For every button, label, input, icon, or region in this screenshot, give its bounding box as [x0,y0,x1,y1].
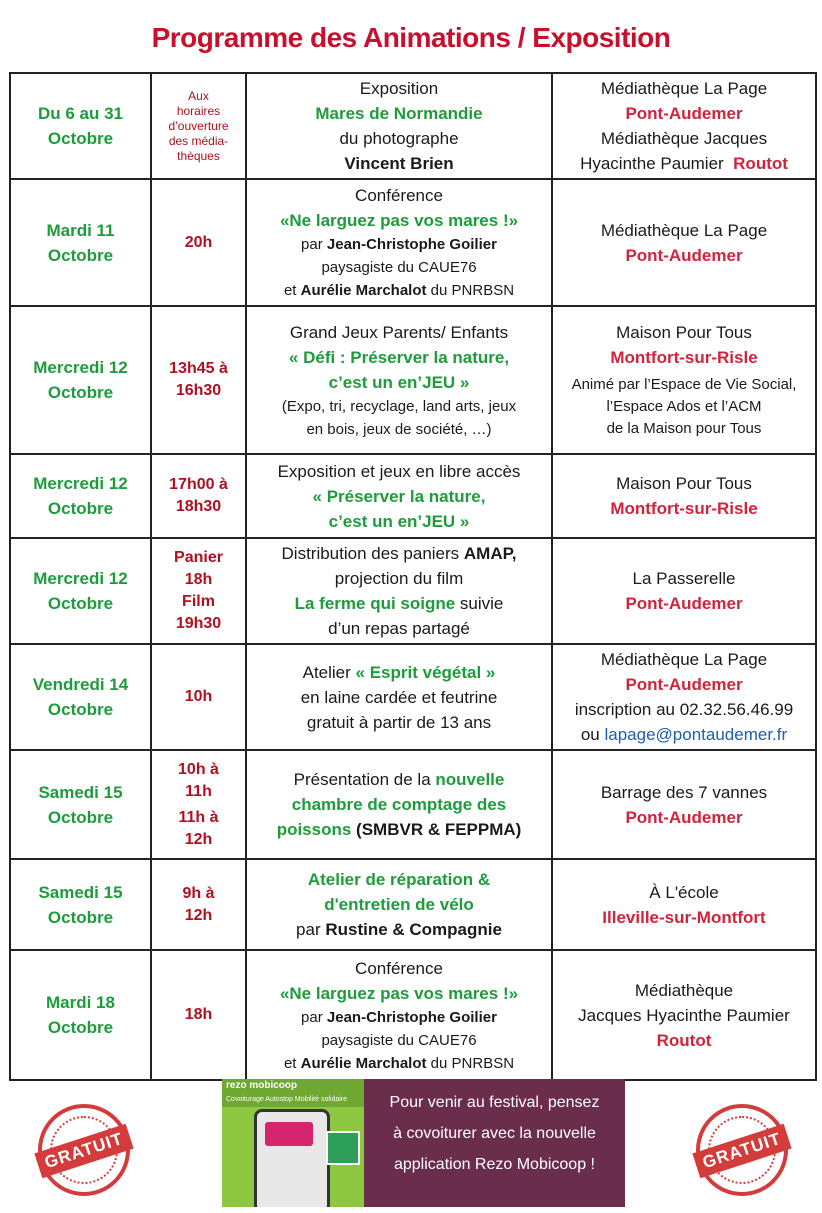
event-cell [246,644,552,750]
date-text: Mardi 18 [46,993,115,1012]
hour-text: d’ouverture [168,118,229,133]
date-text: Samedi 15 [38,882,123,902]
place-town: Pont-Audemer [625,807,743,827]
place-name: À L'école [649,882,719,902]
place-town: Pont-Audemer [625,104,743,123]
place-name: Médiathèque La Page [600,650,768,669]
event-title: nouvelle [435,770,505,789]
page-title: Programme des Animations / Exposition [151,22,671,53]
event-text: en laine cardée et feutrine [300,687,498,707]
place-name: Médiathèque La Page [600,79,768,98]
hour-text: 16h30 [175,382,222,399]
hour-cell [151,454,246,538]
place-name: Jacques Hyacinthe Paumier [578,1005,790,1025]
place-note: Animé par l’Espace de Vie Social, [571,376,797,393]
event-type: Exposition et jeux en libre accès [277,461,521,481]
gratuit-stamp-right [696,1104,788,1196]
promo-line: application Rezo Mobicoop ! [393,1156,595,1173]
hour-text: 10h [184,688,213,705]
table-row [10,454,816,538]
event-title: «Ne larguez pas vos mares !» [279,211,519,230]
event-text: paysagiste du CAUE76 [321,259,477,276]
date-text: Octobre [47,499,114,518]
event-title: « Préserver la nature, [312,486,486,506]
place-note: de la Maison pour Tous [606,420,762,437]
date-text: Octobre [47,907,114,927]
event-title: Atelier de réparation & [307,870,491,889]
event-cell [246,73,552,179]
hour-text: horaires [176,103,221,118]
promo-message [364,1079,625,1207]
date-text: Vendredi 14 [32,675,129,694]
event-text: gratuit à partir de 13 ans [306,712,492,732]
event-text: Présentation de la [293,770,436,789]
place-text: ou [580,725,605,744]
place-phone: inscription au 02.32.56.46.99 [574,700,794,719]
event-title: La ferme qui soigne [294,594,456,613]
place-town: Routot [733,154,788,173]
place-town: Pont-Audemer [625,245,743,265]
hour-text: 11h [185,782,212,800]
phone-icon [254,1109,330,1207]
event-text: du PNRBSN [426,1054,515,1072]
hour-cell [151,73,246,179]
table-row [10,750,816,859]
hour-text: Film [182,593,215,610]
event-text: par [301,1008,327,1026]
place-name: Médiathèque La Page [600,220,768,240]
event-person: Aurélie Marchalot [300,282,427,299]
stamp-label: GRATUIT [692,1124,791,1178]
place-name: Maison Pour Tous [616,323,752,342]
event-text: Distribution des paniers [281,544,464,563]
hour-cell [151,950,246,1080]
mobicoop-logo: rezo mobicoop [226,1080,298,1091]
date-text: Mercredi 12 [33,474,128,493]
event-cell [246,950,552,1080]
event-cell [246,538,552,644]
place-name: Médiathèque Jacques [600,129,768,148]
hour-text: 20h [184,233,213,251]
event-person: Jean-Christophe Goilier [326,236,497,253]
event-title: « Défi : Préserver la nature, [288,347,510,367]
hour-text: thèques [177,148,220,163]
table-row [10,950,816,1080]
place-name: Hyacinthe Paumier [580,154,724,173]
date-text: Octobre [47,807,114,827]
date-cell [10,454,151,538]
hour-cell [151,306,246,454]
place-name: Médiathèque [634,980,734,1000]
date-cell [10,750,151,859]
date-cell [10,950,151,1080]
event-organisers: (SMBVR & FEPPMA) [351,820,522,839]
event-title: « Esprit végétal » [355,662,496,682]
hour-text: 18h [184,1006,213,1023]
event-title: «Ne larguez pas vos mares !» [279,983,519,1003]
place-town: Pont-Audemer [625,594,743,613]
email-link[interactable]: lapage@pontaudemer.fr [604,725,788,744]
event-title: c’est un en’JEU » [328,511,470,531]
program-table [9,72,817,1081]
hour-text: 12h [184,830,213,848]
hour-text: 9h à [182,884,215,902]
event-cell [246,750,552,859]
event-text: et [283,282,301,299]
event-text: par [301,236,327,253]
date-text: Mercredi 12 [33,358,128,377]
hour-text: 19h30 [175,615,222,632]
date-cell [10,306,151,454]
hour-text: Panier [174,549,223,566]
event-text: projection du film [334,569,464,588]
event-text: (Expo, tri, recyclage, land arts, jeux [281,397,517,415]
place-cell [552,454,816,538]
table-row [10,859,816,950]
carpool-sign-icon [326,1131,360,1165]
place-cell [552,859,816,950]
event-type: Conférence [355,186,443,205]
event-text: du PNRBSN [426,282,515,299]
event-text: Atelier [302,662,356,682]
place-town: Pont-Audemer [625,675,743,694]
gratuit-stamp-left [38,1104,130,1196]
event-type: Grand Jeux Parents/ Enfants [289,322,509,342]
hour-cell [151,750,246,859]
hour-cell [151,538,246,644]
promo-line: Pour venir au festival, pensez [389,1094,600,1111]
event-cell [246,306,552,454]
promo-line: à covoiturer avec la nouvelle [393,1125,596,1142]
place-town: Montfort-sur-Risle [610,499,758,518]
table-row [10,644,816,750]
date-text: Mercredi 12 [33,569,128,588]
hour-text: 11h à [178,808,219,826]
event-highlight: AMAP, [463,544,517,563]
event-text: d’un repas partagé [328,619,470,638]
event-text: du photographe [339,129,459,148]
place-cell [552,306,816,454]
place-cell [552,538,816,644]
hour-cell [151,859,246,950]
date-text: Du 6 au 31 [37,104,124,123]
hour-text: 13h45 à [169,360,228,377]
place-cell [552,750,816,859]
stamp-label: GRATUIT [34,1124,133,1178]
table-row [10,538,816,644]
event-title: Mares de Normandie [315,104,483,123]
event-type: Exposition [359,79,439,98]
event-type: Conférence [355,958,443,978]
date-text: Octobre [47,700,114,719]
event-title: c’est un en’JEU » [328,372,470,392]
place-town: Illeville-sur-Montfort [602,907,766,927]
hour-text: 18h [184,571,213,588]
event-cell [246,454,552,538]
place-town: Routot [656,1030,712,1050]
event-text: par [296,920,326,939]
date-text: Mardi 11 [46,220,115,240]
hour-cell [151,179,246,306]
hour-text: 17h00 à [169,476,228,493]
table-row [10,179,816,306]
mobicoop-app-image [222,1079,364,1207]
hour-text: 18h30 [175,498,222,515]
place-town: Montfort-sur-Risle [610,348,758,367]
event-cell [246,859,552,950]
event-title: poissons [276,820,352,839]
date-cell [10,859,151,950]
hour-text: 10h à [178,760,219,778]
place-cell [552,179,816,306]
event-text: paysagiste du CAUE76 [321,1031,477,1049]
date-cell [10,73,151,179]
event-cell [246,179,552,306]
place-cell [552,950,816,1080]
date-cell [10,179,151,306]
event-organiser: Rustine & Compagnie [325,920,502,939]
hour-text: Aux [188,88,209,103]
table-row [10,73,816,179]
date-text: Samedi 15 [38,782,123,802]
event-person: Aurélie Marchalot [300,1054,427,1072]
event-person: Jean-Christophe Goilier [326,1008,497,1026]
place-name: Barrage des 7 vannes [600,782,768,802]
hour-text: des média- [168,133,229,148]
event-title: d'entretien de vélo [324,895,474,914]
date-text: Octobre [47,245,114,265]
date-text: Octobre [47,383,114,402]
hour-cell [151,644,246,750]
date-text: Octobre [47,1018,114,1037]
hour-text: 12h [184,906,213,924]
event-text: en bois, jeux de société, …) [306,420,492,438]
date-text: Octobre [47,594,114,613]
place-cell [552,73,816,179]
table-row [10,306,816,454]
place-name: La Passerelle [632,569,736,588]
date-cell [10,538,151,644]
event-title: chambre de comptage des [291,795,507,814]
place-note: l’Espace Ados et l’ACM [606,398,762,415]
place-cell [552,644,816,750]
place-name: Maison Pour Tous [616,474,752,493]
mobicoop-tagline: Covoiturage Autostop Mobilité solidaire [226,1096,348,1103]
event-text: et [283,1054,301,1072]
event-person: Vincent Brien [344,154,454,173]
date-cell [10,644,151,750]
date-text: Octobre [47,129,114,148]
event-text: suivie [455,594,504,613]
